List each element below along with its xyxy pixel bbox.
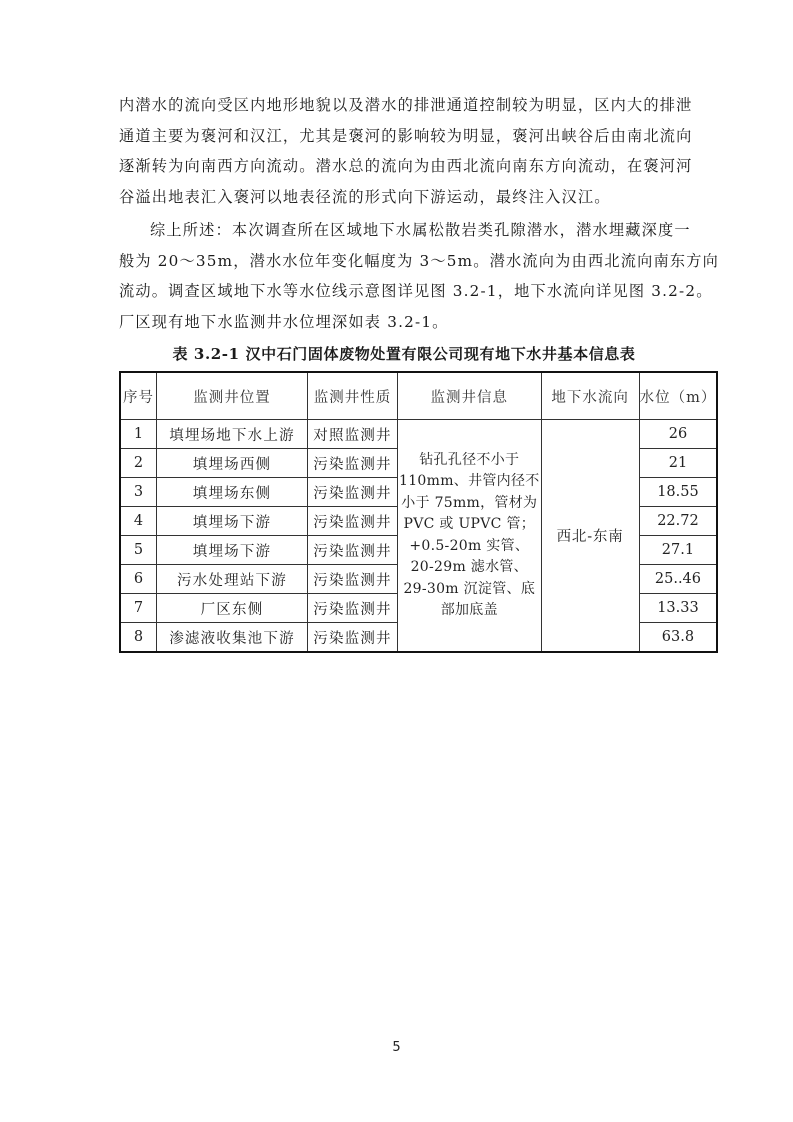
text-line: 内潜水的流向受区内地形地貌以及潜水的排泄通道控制较为明显，区内大的排泄 (119, 96, 693, 114)
text-line: 通道主要为褒河和汉江，尤其是褒河的影响较为明显，褒河出峡谷后由南北流向 (119, 126, 693, 145)
paragraph-groundwater-flow (119, 90, 693, 212)
text-line: 谷溢出地表汇入褒河以地表径流的形式向下游运动，最终注入汉江。 (119, 187, 611, 206)
header-nature: 监测井性质 (308, 372, 398, 420)
cell-water-level: 63.8 (639, 623, 717, 653)
header-no: 序号 (120, 372, 157, 420)
table-row (120, 420, 717, 449)
header-flow-direction: 地下水流向 (541, 372, 639, 420)
well-info-line: PVC 或 UPVC 管； (403, 516, 536, 532)
cell-no: 4 (120, 507, 157, 536)
cell-nature: 污染监测井 (308, 594, 398, 623)
cell-location: 填埋场西侧 (157, 449, 308, 478)
cell-location: 填埋场东侧 (157, 478, 308, 507)
well-info-line: 110mm、井管内径不 (399, 473, 540, 489)
cell-no: 2 (120, 449, 157, 478)
paragraph-summary (119, 215, 720, 337)
cell-location: 填埋场下游 (157, 507, 308, 536)
table-header-row (120, 372, 717, 420)
cell-location: 渗滤液收集池下游 (157, 623, 308, 653)
cell-water-level: 18.55 (639, 478, 717, 507)
cell-nature: 对照监测井 (308, 420, 398, 449)
cell-no: 7 (120, 594, 157, 623)
cell-nature: 污染监测井 (308, 507, 398, 536)
well-info-line: 小于 75mm，管材为 (401, 494, 538, 511)
cell-location: 污水处理站下游 (157, 565, 308, 594)
cell-water-level: 22.72 (639, 507, 717, 536)
cell-no: 1 (120, 420, 157, 449)
well-info-line: 20-29m 滤水管、 (410, 559, 528, 575)
well-info-line: 29-30m 沉淀管、底 (403, 580, 536, 597)
cell-no: 6 (120, 565, 157, 594)
header-water-level: 水位（m） (639, 372, 717, 420)
well-info-line: 部加底盖 (440, 602, 498, 618)
cell-water-level: 26 (639, 420, 717, 449)
cell-nature: 污染监测井 (308, 449, 398, 478)
table-caption: 表 3.2-1 汉中石门固体废物处置有限公司现有地下水井基本信息表 (172, 345, 636, 363)
cell-location: 填埋场地下水上游 (157, 420, 308, 449)
cell-nature: 污染监测井 (308, 536, 398, 565)
cell-water-level: 25..46 (639, 565, 717, 594)
cell-water-level: 13.33 (639, 594, 717, 623)
text-line: 厂区现有地下水监测井水位埋深如表 3.2-1。 (119, 312, 449, 331)
cell-location: 填埋场下游 (157, 536, 308, 565)
text-line: 逐渐转为向南西方向流动。潜水总的流向为由西北流向南东方向流动，在褒河河 (119, 157, 693, 175)
text-line: 流动。调查区域地下水等水位线示意图详见图 3.2-1，地下水流向详见图 3.2-2。 (119, 282, 713, 300)
header-location: 监测井位置 (157, 372, 308, 420)
text-line: 综上所述：本次调查所在区域地下水属松散岩类孔隙潜水，潜水埋藏深度一 (150, 221, 691, 239)
cell-nature: 污染监测井 (308, 565, 398, 594)
page-number: 5 (392, 1040, 401, 1055)
cell-well-info (398, 420, 542, 653)
header-well-info: 监测井信息 (398, 372, 542, 420)
well-info-line: 钻孔孔径不小于 (419, 451, 520, 468)
text-line: 般为 20～35m，潜水水位年变化幅度为 3～5m。潜水流向为由西北流向南东方向 (119, 251, 720, 270)
well-info-table (119, 371, 718, 653)
cell-flow-direction: 西北-东南 (541, 420, 639, 653)
well-info-line: +0.5-20m 实管、 (409, 537, 530, 554)
cell-water-level: 21 (639, 449, 717, 478)
cell-no: 8 (120, 623, 157, 653)
cell-no: 5 (120, 536, 157, 565)
cell-no: 3 (120, 478, 157, 507)
cell-nature: 污染监测井 (308, 623, 398, 653)
cell-water-level: 27.1 (639, 536, 717, 565)
cell-location: 厂区东侧 (157, 594, 308, 623)
cell-nature: 污染监测井 (308, 478, 398, 507)
